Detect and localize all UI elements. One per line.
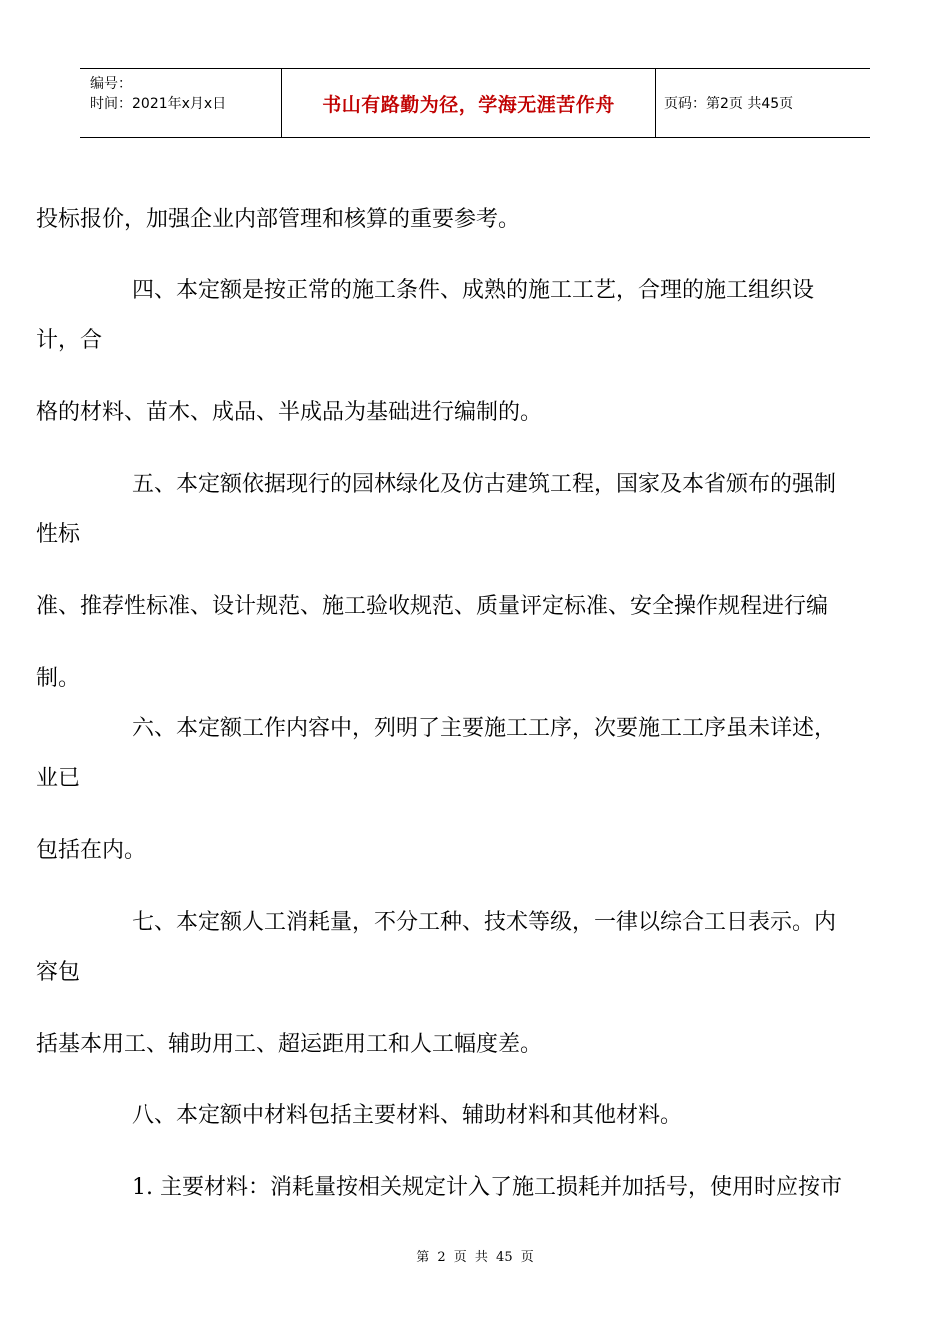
page-footer: 第 2 页 共 45 页 bbox=[416, 1250, 534, 1265]
body-line: 业已 bbox=[36, 766, 81, 791]
body-line: 五、本定额依据现行的园林绿化及仿古建筑工程，国家及本省颁布的强制 bbox=[132, 472, 837, 497]
body-line: 容包 bbox=[36, 960, 81, 985]
header-motto-cell bbox=[281, 69, 656, 137]
body-line: 包括在内。 bbox=[36, 838, 147, 863]
body-line: 四、本定额是按正常的施工条件、成熟的施工工艺，合理的施工组织设 bbox=[132, 278, 815, 303]
body-line: 七、本定额人工消耗量，不分工种、技术等级，一律以综合工日表示。内 bbox=[132, 910, 837, 935]
number-label: 编号： bbox=[90, 76, 132, 92]
document-header bbox=[80, 68, 870, 138]
header-meta-cell bbox=[80, 69, 281, 137]
body-line: 1. 主要材料：消耗量按相关规定计入了施工损耗并加括号，使用时应按市 bbox=[132, 1175, 842, 1200]
header-page-info: 页码：第2页 共45页 bbox=[664, 96, 794, 112]
body-line: 括基本用工、辅助用工、超运距用工和人工幅度差。 bbox=[36, 1032, 543, 1057]
body-line: 格的材料、苗木、成品、半成品为基础进行编制的。 bbox=[36, 400, 543, 425]
body-line: 制。 bbox=[36, 666, 81, 691]
body-line: 准、推荐性标准、设计规范、施工验收规范、质量评定标准、安全操作规程进行编 bbox=[36, 594, 829, 619]
time-label: 时间：2021年x月x日 bbox=[90, 96, 227, 112]
body-line: 八、本定额中材料包括主要材料、辅助材料和其他材料。 bbox=[132, 1103, 683, 1128]
body-line: 六、本定额工作内容中，列明了主要施工工序，次要施工工序虽未详述， bbox=[132, 716, 837, 741]
body-line: 投标报价，加强企业内部管理和核算的重要参考。 bbox=[36, 207, 521, 232]
header-page-cell bbox=[656, 69, 870, 137]
body-line: 计，合 bbox=[36, 328, 103, 353]
header-motto: 书山有路勤为径，学海无涯苦作舟 bbox=[322, 93, 615, 116]
body-line: 性标 bbox=[36, 522, 81, 547]
